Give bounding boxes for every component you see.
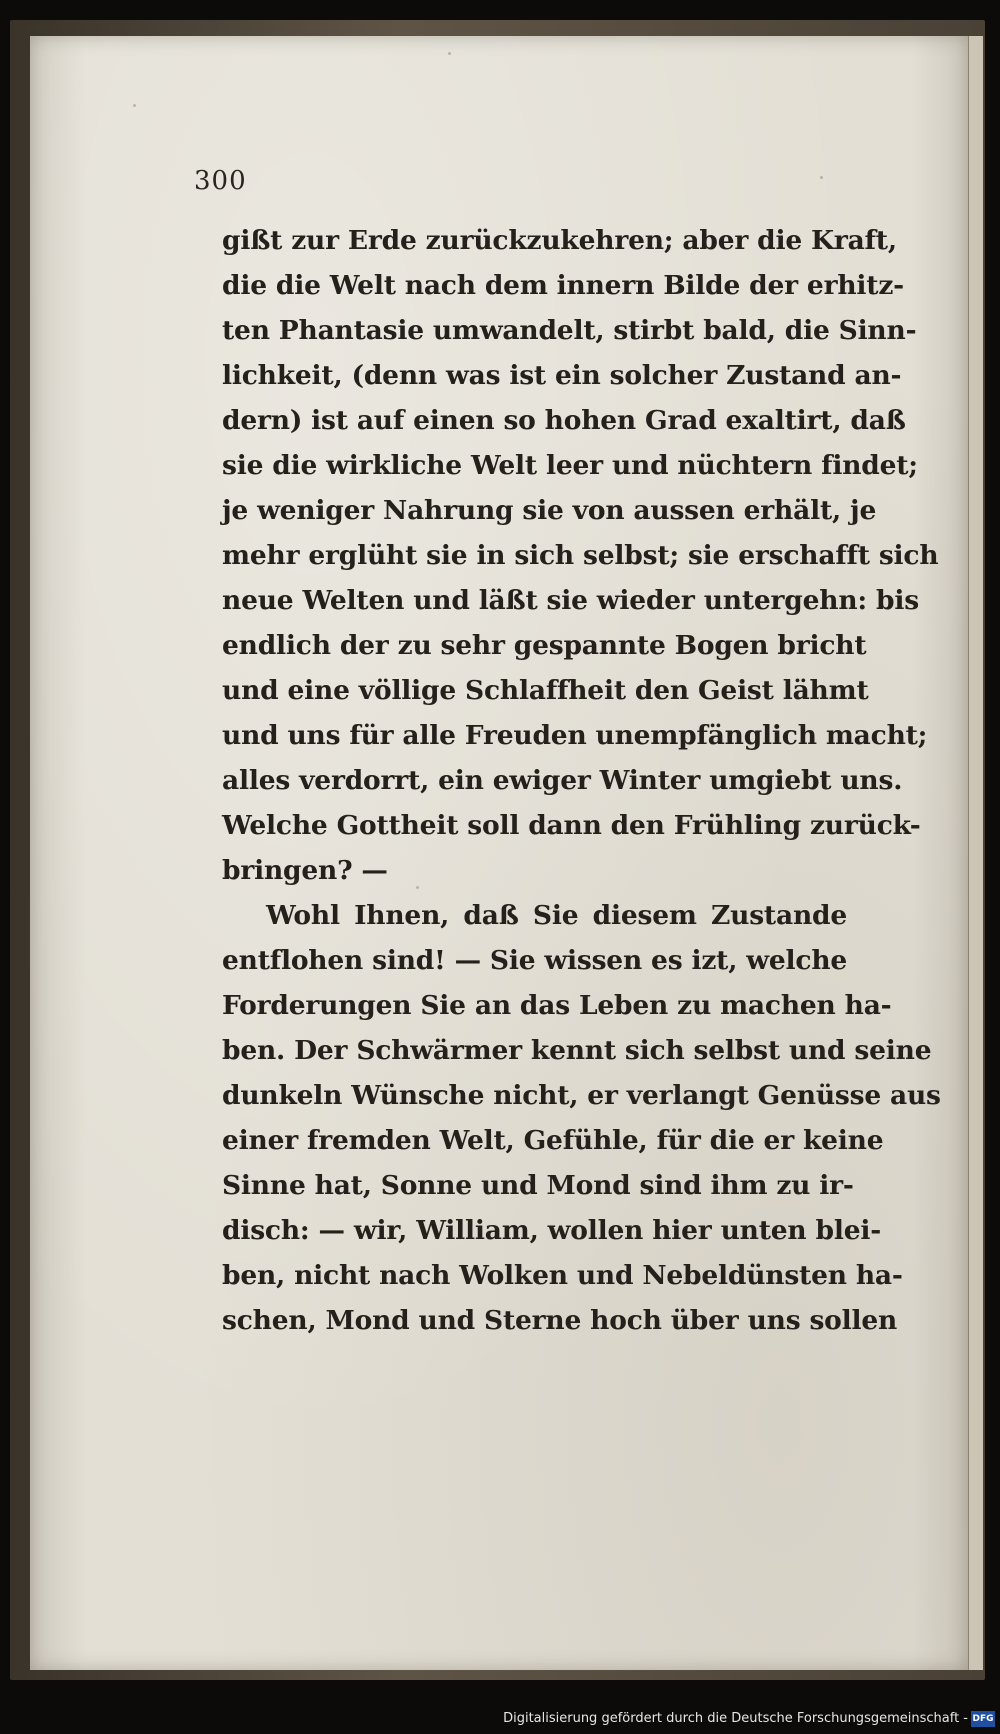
text-line: dern) ist auf einen so hohen Grad exaltirt, daß — [222, 405, 906, 436]
text-line: ben, nicht nach Wolken und Nebeldünsten ha- — [222, 1260, 903, 1291]
paper-speck — [448, 52, 451, 55]
text-line: lichkeit, (denn was ist ein solcher Zustand an- — [222, 360, 902, 391]
text-line: Sinne hat, Sonne und Mond sind ihm zu ir- — [222, 1170, 854, 1201]
text-line: endlich der zu sehr gespannte Bogen bricht — [222, 630, 867, 661]
text-line: gißt zur Erde zurückzukehren; aber die Kraft, — [222, 225, 897, 256]
text-line: neue Welten und läßt sie wieder untergehn: bis — [222, 585, 919, 616]
text-line: sie die wirkliche Welt leer und nüchtern findet; — [222, 450, 918, 481]
text-line: dunkeln Wünsche nicht, er verlangt Genüsse aus — [222, 1080, 941, 1111]
paper-speck — [133, 104, 136, 107]
page-text-block — [222, 218, 941, 1343]
digitization-credit: Digitalisierung gefördert durch die Deutsche Forschungsgemeinschaft - — [503, 1711, 968, 1726]
text-line: disch: — wir, William, wollen hier unten blei- — [222, 1215, 882, 1246]
text-line: die die Welt nach dem innern Bilde der erhitz- — [222, 270, 904, 301]
dfg-logo-icon: DFG — [971, 1711, 995, 1727]
text-line: mehr erglüht sie in sich selbst; sie erschafft sich — [222, 540, 939, 571]
text-line: Welche Gottheit soll dann den Frühling zurück- — [222, 810, 921, 841]
paper-speck — [820, 176, 823, 179]
text-line: einer fremden Welt, Gefühle, für die er keine — [222, 1125, 884, 1156]
text-line-paragraph-start: Wohl Ihnen, daß Sie diesem Zustande — [266, 900, 847, 931]
page-number: 300 — [194, 166, 247, 196]
text-line-paragraph-end: bringen? — — [222, 855, 388, 886]
text-line: alles verdorrt, ein ewiger Winter umgiebt uns. — [222, 765, 903, 796]
text-line: ten Phantasie umwandelt, stirbt bald, die Sinn- — [222, 315, 917, 346]
text-line: und eine völlige Schlaffheit den Geist lähmt — [222, 675, 869, 706]
text-line: entflohen sind! — Sie wissen es izt, welche — [222, 945, 848, 976]
text-line: je weniger Nahrung sie von aussen erhält, je — [222, 495, 877, 526]
page-fore-edge — [968, 36, 983, 1670]
text-line: schen, Mond und Sterne hoch über uns sollen — [222, 1305, 898, 1336]
text-line: und uns für alle Freuden unempfänglich macht; — [222, 720, 928, 751]
text-line: ben. Der Schwärmer kennt sich selbst und seine — [222, 1035, 932, 1066]
text-line: Forderungen Sie an das Leben zu machen ha- — [222, 990, 892, 1021]
